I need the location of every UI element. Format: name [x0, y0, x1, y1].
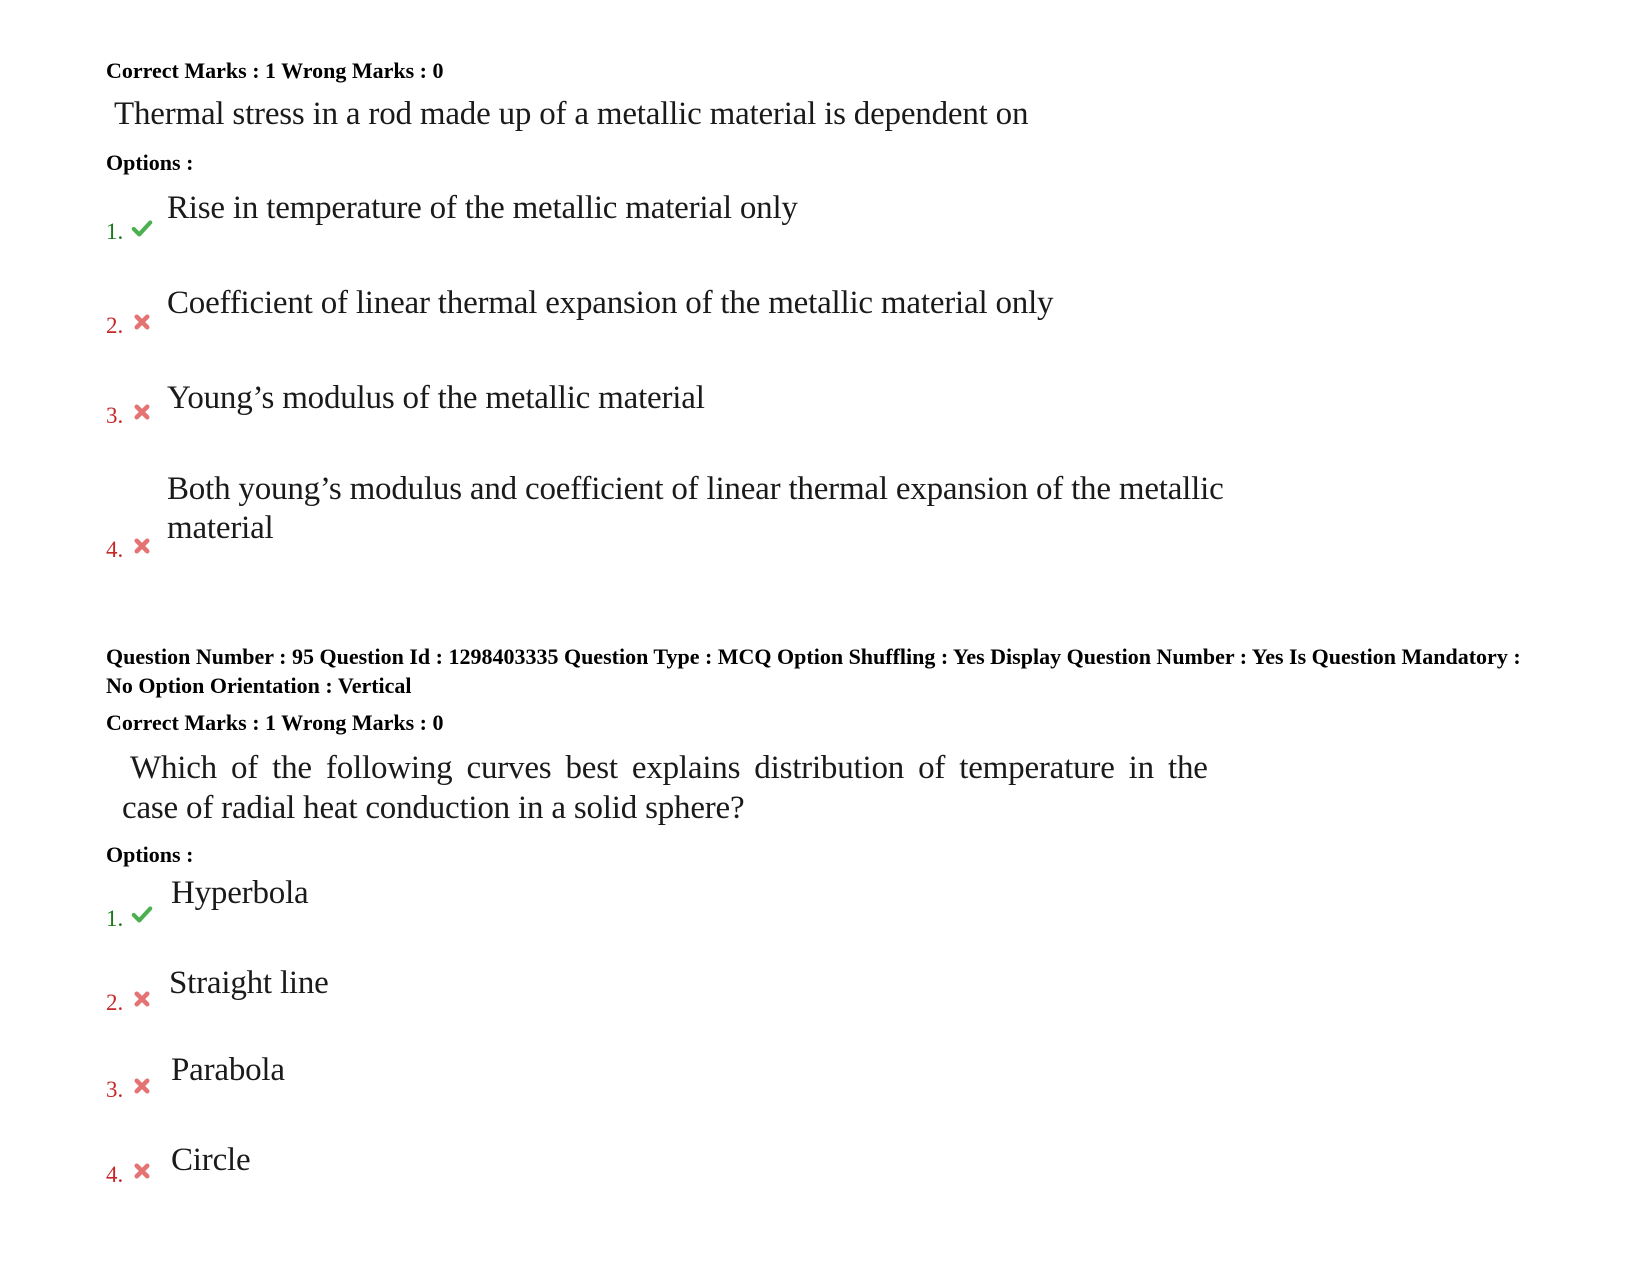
cross-icon [133, 313, 151, 331]
q2-option-2-number: 2. [106, 990, 124, 1015]
q1-marks: Correct Marks : 1 Wrong Marks : 0 [106, 58, 444, 83]
q2-option-3-text: Parabola [171, 1052, 285, 1088]
q2-option-3-number: 3. [106, 1077, 124, 1102]
check-icon [131, 217, 153, 239]
cross-icon [133, 1077, 151, 1095]
q1-question-text: Thermal stress in a rod made up of a metallic material is dependent on [114, 96, 1029, 132]
q2-options-label: Options : [106, 842, 194, 867]
q2-option-4-number: 4. [106, 1162, 124, 1187]
cross-icon [133, 403, 151, 421]
q2-option-4-text: Circle [171, 1142, 251, 1178]
q1-option-1-text: Rise in temperature of the metallic material only [167, 190, 798, 226]
q2-marks: Correct Marks : 1 Wrong Marks : 0 [106, 710, 444, 735]
q1-options-label: Options : [106, 150, 194, 175]
q2-question-line-1: Which of the following curves best explains distribution of temperature in the [130, 750, 1208, 786]
q2-meta: Question Number : 95 Question Id : 1298403335 Question Type : MCQ Option Shuffling : Yes Display Question Number : Yes Is Question Mandatory : No Option Orientation : Vertical [106, 644, 1521, 698]
q2-question-line-2: case of radial heat conduction in a solid sphere? [122, 790, 745, 826]
q2-option-2-text: Straight line [169, 965, 329, 1001]
q2-option-1-text: Hyperbola [171, 875, 309, 911]
cross-icon [133, 537, 151, 555]
q1-option-3-text: Young’s modulus of the metallic material [167, 380, 705, 416]
check-icon [131, 903, 153, 925]
q1-option-2-text: Coefficient of linear thermal expansion of the metallic material only [167, 285, 1054, 321]
cross-icon [133, 990, 151, 1008]
q2-option-1-number: 1. [106, 906, 124, 931]
cross-icon [133, 1162, 151, 1180]
q1-option-1-number: 1. [106, 219, 124, 244]
q1-option-2-number: 2. [106, 313, 124, 338]
q1-option-4-number: 4. [106, 537, 124, 562]
q1-option-4-text: Both young’s modulus and coefficient of linear thermal expansion of the metallic material [167, 471, 1224, 546]
q1-option-3-number: 3. [106, 403, 124, 428]
